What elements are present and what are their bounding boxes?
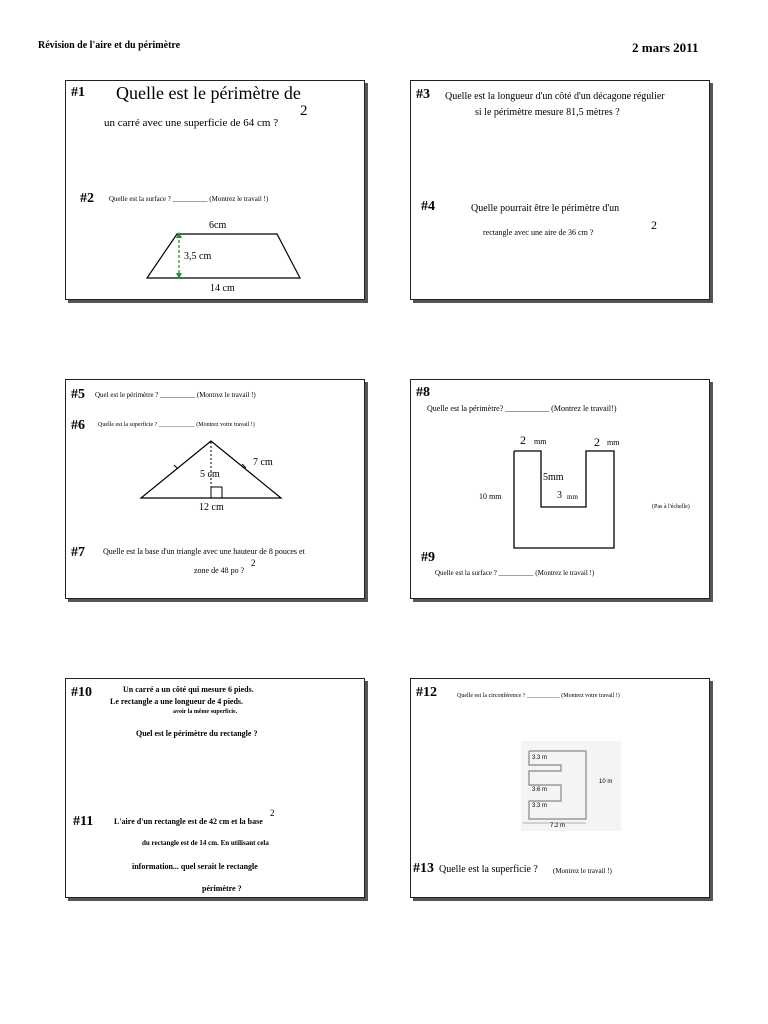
u-shape-figure xyxy=(411,380,709,598)
question-11-line-3: information... quel serait le rectangle xyxy=(132,862,258,871)
inner-width-dimension: 3 xyxy=(557,490,562,501)
triangle-base-label: 12 cm xyxy=(199,502,224,513)
question-4-line-2: rectangle avec une aire de 36 cm ? xyxy=(483,228,594,237)
card-q1-q2 xyxy=(65,80,365,300)
question-number-2: #2 xyxy=(80,191,94,206)
question-1-text: un carré avec une superficie de 64 cm ? xyxy=(104,117,279,129)
question-7-exponent: 2 xyxy=(251,558,256,568)
card-q5-q6-q7 xyxy=(65,379,365,599)
question-2-text: Quelle est la surface ? __________ (Montrez le travail !) xyxy=(109,195,269,203)
question-6-text: Quelle est la superficie ? ____________ (Montrez votre travail !) xyxy=(98,422,255,428)
left-top-unit: mm xyxy=(534,437,547,446)
question-1-title: Quelle est le périmètre de xyxy=(116,83,301,103)
scale-note: (Pas à l'échelle) xyxy=(652,504,690,510)
question-number-7: #7 xyxy=(71,545,85,560)
card-q12-q13 xyxy=(410,678,710,898)
question-7-line-2: zone de 48 po ? xyxy=(194,566,245,575)
dimension-3-3-bottom: 3.3 m xyxy=(532,803,548,809)
height-label: 10 mm xyxy=(479,492,502,501)
dimension-10-m: 10 m xyxy=(599,779,613,785)
inner-width-unit: mm xyxy=(567,493,578,501)
question-number-12: #12 xyxy=(416,685,437,700)
dimension-3-6: 3.6 m xyxy=(532,787,548,793)
document-title: Révision de l'aire et du périmètre xyxy=(38,40,181,51)
question-10-line-4: Quel est le périmètre du rectangle ? xyxy=(136,729,258,738)
left-top-dimension: 2 xyxy=(520,433,526,447)
question-1-exponent: 2 xyxy=(300,103,308,119)
question-number-11: #11 xyxy=(73,814,94,829)
question-number-10: #10 xyxy=(71,685,92,700)
triangle-side-label: 7 cm xyxy=(253,457,273,468)
question-7-line-1: Quelle est la base d'un triangle avec une hauteur de 8 pouces et xyxy=(103,547,305,556)
question-number-8: #8 xyxy=(416,385,430,400)
question-13-text: Quelle est la superficie ? xyxy=(439,864,538,875)
question-3-line-1: Quelle est la longueur d'un côté d'un décagone régulier xyxy=(445,91,665,102)
trapezoid-top-label: 6cm xyxy=(209,220,227,231)
question-5-text: Quel est le périmètre ? __________ (Montrez le travail !) xyxy=(95,391,256,399)
question-11-line-2: du rectangle est de 14 cm. En utilisant cela xyxy=(142,839,269,847)
inner-depth-label: 5mm xyxy=(543,472,564,483)
question-10-line-2: Le rectangle a une longueur de 4 pieds. xyxy=(110,697,244,706)
right-top-unit: mm xyxy=(607,438,620,447)
dimension-7-2-m: 7.2 m xyxy=(550,823,566,829)
question-12-text: Quelle est la circonférence ? ___________ (Montrez votre travail !) xyxy=(457,693,620,699)
dimension-3-3-top: 3.3 m xyxy=(532,755,548,761)
document-date: 2 mars 2011 xyxy=(632,40,699,55)
trapezoid-height-label: 3,5 cm xyxy=(184,251,212,262)
trapezoid-figure xyxy=(66,81,364,299)
triangle-height-label: 5 cm xyxy=(200,469,220,480)
question-10-line-3: avoir la même superficie. xyxy=(173,709,238,715)
question-number-5: #5 xyxy=(71,387,85,402)
question-4-line-1: Quelle pourrait être le périmètre d'un xyxy=(471,203,620,214)
question-11-line-1: L'aire d'un rectangle est de 42 cm et la base xyxy=(114,817,263,826)
card-q3-q4 xyxy=(410,80,710,300)
card-q10-q11 xyxy=(65,678,365,898)
trapezoid-base-label: 14 cm xyxy=(210,283,235,294)
question-11-exponent: 2 xyxy=(270,808,275,818)
right-top-dimension: 2 xyxy=(594,435,600,449)
question-11-line-4: périmètre ? xyxy=(202,884,242,893)
question-4-exponent: 2 xyxy=(651,218,657,232)
question-10-line-1: Un carré a un côté qui mesure 6 pieds. xyxy=(123,685,254,694)
question-9-text: Quelle est la surface ? __________ (Montrez le travail !) xyxy=(435,569,595,577)
question-number-1: #1 xyxy=(71,85,85,100)
question-number-4: #4 xyxy=(421,199,435,214)
question-number-3: #3 xyxy=(416,87,430,102)
card-q8-q9 xyxy=(410,379,710,599)
question-number-9: #9 xyxy=(421,550,435,565)
question-13-note: (Montrez le travail !) xyxy=(553,867,612,875)
question-number-13: #13 xyxy=(413,861,434,876)
question-8-text: Quelle est la périmètre? ___________ (Montrez le travail!) xyxy=(427,404,617,413)
question-3-line-2: si le périmètre mesure 81,5 mètres ? xyxy=(475,107,620,118)
question-number-6: #6 xyxy=(71,418,85,433)
